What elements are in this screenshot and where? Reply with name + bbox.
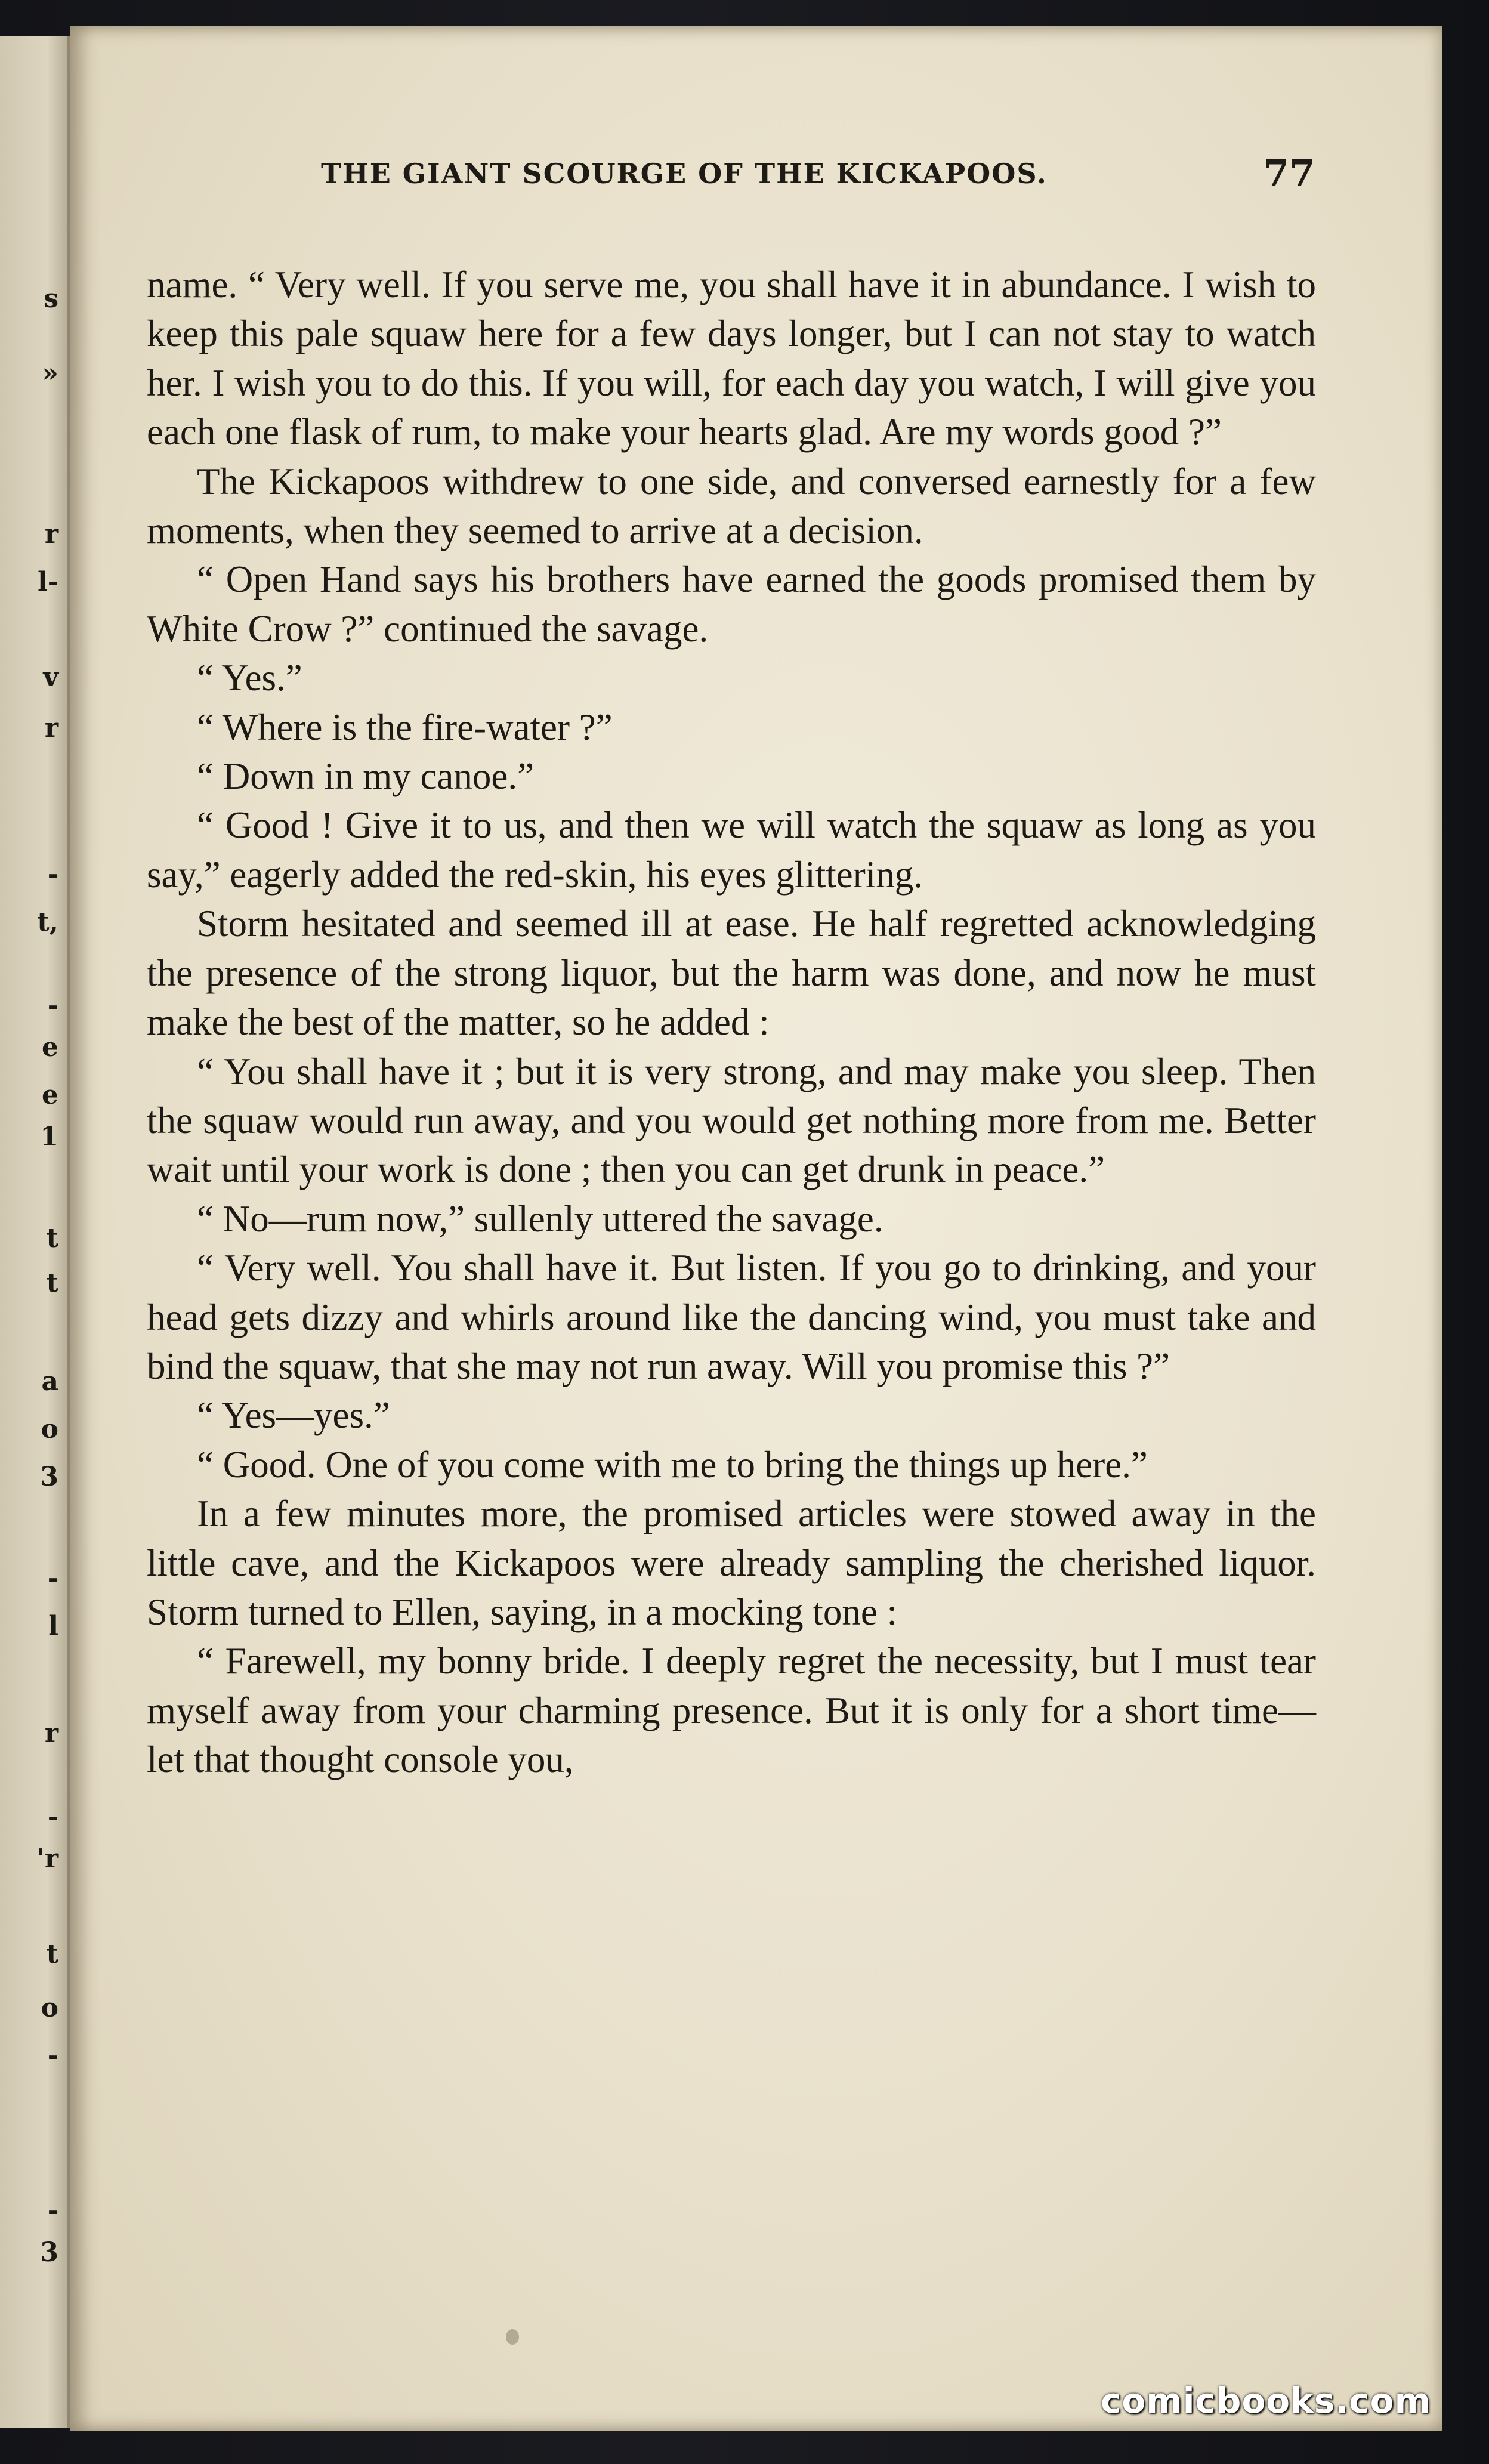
margin-letter: t, (37, 907, 58, 937)
margin-letter: - (47, 1563, 58, 1594)
margin-letter: o (41, 1414, 58, 1444)
paragraph: “ Good ! Give it to us, and then we will watch the squaw as long as you say,” eagerly added the red-skin, his eyes glittering. (147, 804, 1316, 896)
paragraph: “ Farewell, my bonny bride. I deeply regret the necessity, but I must tear myself away from your charming presence. But it is only for a short time—let that thought console you, (147, 1640, 1316, 1781)
paragraph: “ Open Hand says his brothers have earned the goods promised them by White Crow ?” continued the savage. (147, 558, 1316, 650)
margin-letter: v (43, 662, 58, 693)
margin-letter: » (42, 358, 58, 388)
running-title: THE GIANT SCOURGE OF THE KICKAPOOS. (321, 158, 1048, 190)
margin-letter: l- (38, 567, 58, 597)
paragraph: Storm hesitated and seemed ill at ease. He half regretted acknowledging the presence of the strong liquor, but the harm was done, and now he must make the best of the matter, so he added : (147, 903, 1316, 1043)
paragraph: “ Where is the fire-water ?” (197, 706, 613, 748)
left-page-edge (0, 36, 70, 2428)
margin-letter: 1 (40, 1122, 58, 1152)
margin-letter: s (44, 283, 58, 314)
margin-letter: 3 (40, 2237, 58, 2268)
margin-letter: t (46, 1939, 58, 1969)
paragraph: “ Yes.” (197, 657, 302, 699)
margin-letter: e (42, 1080, 58, 1110)
ink-smudge (506, 2329, 519, 2345)
margin-letter: l (48, 1611, 58, 1641)
watermark: comicbooks.com (1101, 2380, 1431, 2421)
margin-letter: t (46, 1268, 58, 1298)
margin-letter: a (41, 1366, 58, 1397)
margin-letter: e (42, 1032, 58, 1063)
margin-letter: o (41, 1993, 58, 2023)
left-page-margin-letters (5, 36, 58, 2428)
margin-letter: r (44, 1718, 58, 1749)
paragraph: In a few minutes more, the promised articles were stowed away in the little cave, and the Kickapoos were already sampling the cherished liquor. Storm turned to Ellen, saying, in a mocking tone : (147, 1493, 1316, 1633)
paragraph: “ Down in my canoe.” (197, 755, 535, 798)
paragraph: name. “ Very well. If you serve me, you shall have it in abundance. I wish to keep this pale squaw here for a few days longer, but I can not stay to watch her. I wish you to do this. If you will, for each day you watch, I will give you each one flask of rum, to make your hearts glad. Are my words good ?” (147, 264, 1316, 453)
page-body (147, 260, 1316, 1784)
margin-letter: - (47, 2040, 58, 2071)
paragraph: “ Good. One of you come with me to bring the things up here.” (197, 1443, 1148, 1486)
page-number: 77 (1264, 152, 1315, 195)
book-page (70, 26, 1442, 2431)
margin-letter: 3 (40, 1462, 58, 1492)
paragraph: “ Yes—yes.” (197, 1394, 390, 1437)
margin-letter: - (47, 859, 58, 890)
margin-letter: - (47, 1802, 58, 1832)
margin-letter: - (47, 2196, 58, 2226)
paragraph: The Kickapoos withdrew to one side, and conversed earnestly for a few moments, when they seemed to arrive at a decision. (147, 460, 1316, 552)
margin-letter: - (47, 990, 58, 1021)
paragraph: “ No—rum now,” sullenly uttered the savage. (197, 1197, 883, 1240)
margin-letter: t (46, 1223, 58, 1253)
margin-letter: r (44, 519, 58, 549)
margin-letter: 'r (36, 1844, 58, 1874)
margin-letter: r (44, 713, 58, 743)
paragraph: “ You shall have it ; but it is very strong, and may make you sleep. Then the squaw would run away, and you would get nothing more from me. Better wait until your work is done ; then you can get drunk in peace.” (147, 1050, 1316, 1191)
paragraph: “ Very well. You shall have it. But listen. If you go to drinking, and your head gets dizzy and whirls around like the dancing wind, you must take and bind the squaw, that she may not run away. Will you promise this ?” (147, 1247, 1316, 1387)
